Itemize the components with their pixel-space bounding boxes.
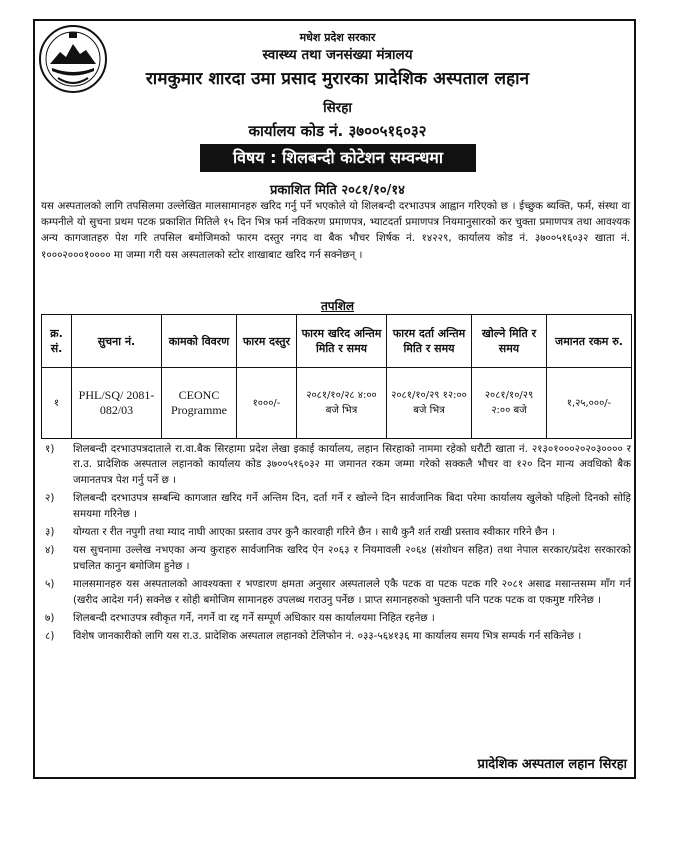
note-number: ३): [45, 526, 55, 539]
note-number: ८): [45, 630, 55, 643]
note-text: योग्यता र रीत नपुगी तथा म्याद नाघी आएका प्रस्ताव उपर कुनै कारवाही गरिने छैन । साथै कुनै शर्त राखी प्रस्ताव स्वीकार गरिने छैन ।: [73, 526, 555, 539]
header-district: सिरहा: [323, 100, 352, 116]
list-item: [41, 543, 631, 574]
table-cell: PHL/SQ/ 2081-082/03: [72, 368, 162, 439]
list-item: [41, 525, 631, 540]
header-cell: कामको विवरण: [162, 315, 237, 368]
table-cell: २०८१/१०/२९ १२:०० बजे भित्र: [387, 368, 472, 439]
note-text: यस सुचनामा उल्लेख नभएका अन्य कुराहरु सार्वजानिक खरिद ऐन २०६३ र नियमावली २०६४ (संशोधन सहित) तथा नेपाल सरकार/प्रदेश सरकारको प्रचलित कानुन बमोजिम हुनेछ ।: [73, 544, 631, 572]
table-row: [42, 368, 632, 439]
header-cell: फारम खरिद अन्तिम मिति र समय: [297, 315, 387, 368]
header-cell: खोल्ने मिति र समय: [472, 315, 547, 368]
table-cell: १: [42, 368, 72, 439]
table-header-row: [42, 315, 632, 368]
note-number: २): [45, 492, 55, 505]
subject-banner: विषय : शिलबन्दी कोटेशन सम्वन्धमा: [200, 144, 476, 172]
header-cell: सुचना नं.: [72, 315, 162, 368]
list-item: [41, 611, 631, 626]
intro-paragraph: यस अस्पतालको लागि तपसिलमा उल्लेखित मालसामानहरु खरिद गर्नु पर्ने भएकोले यो शिलबन्दी दरभाउपत्र आह्वान गरिएको छ । ईच्छुक ब्यक्ति, फर्म, संस्था वा कम्पनीले यो सुचना प्रथम पटक प्रकाशित मितिले १५ दिन भित्र फर्म नविकरण प्रमाणपत्र, भ्याटदर्ता प्रमाणपत्र नियमानुसारको कर चुक्ता प्रमाणपत्र तथा आवश्यक अन्य कागजातहरु पेश गरि तपसिल बमोजिमको फारम दस्तुर नगद वा बैक भौचर शिर्षक नं. १४२२९, कार्यालय कोड नं. ३७००५१६०३२ खाता नं. १०००२०००१०००० मा जम्मा गरी यस अस्पतालको स्टोर शाखाबाट खरिद गर्न सक्नेछन् ।: [41, 200, 630, 261]
header-government: मधेश प्रदेश सरकार: [299, 31, 376, 44]
header-cell: फारम दर्ता अन्तिम मिति र समय: [387, 315, 472, 368]
table-cell: २०८१/१०/२८ ४:०० बजे भित्र: [297, 368, 387, 439]
note-text: शिलबन्दी दरभाउपत्र सम्बन्धि कागजात खरिद गर्ने अन्तिम दिन, दर्ता गर्ने र खोल्ने दिन सार्वजानिक बिदा परेमा कार्यालय खुलेको पहिलो दिनको सोहि समयमा गरिनेछ ।: [73, 492, 631, 520]
note-text: शिलबन्दी दरभाउपत्रदाताले रा.वा.बैक सिरहामा प्रदेश लेखा इकाई कार्यालय, लहान सिरहाको नाममा रहेको धरौटी खाता नं. २१३०१०००२०२०३०००० र रा.उ. प्रादेशिक अस्पताल लहानको कार्यालय कोड ३७००५१६०३२ मा जमानत रकम जम्मा गरेको सक्कलै भौचर वा १२० दिन मान्य अवधिको बैक जमानतपत्र पेश गर्नु पर्ने छ ।: [73, 443, 631, 486]
published-date: प्रकाशित मिति २०८१/१०/१४: [270, 183, 405, 198]
header-ministry: स्वास्थ्य तथा जनसंख्या मंत्रालय: [262, 47, 413, 63]
note-text: विशेष जानकारीको लागि यस रा.उ. प्रादेशिक अस्पताल लहानको टेलिफोन नं. ०३३-५६४१३६ मा कार्यालय समय भित्र सम्पर्क गर्न सकिनेछ ।: [73, 630, 582, 643]
note-number: ४): [45, 544, 55, 557]
note-number: १): [45, 443, 55, 455]
header-cell: फारम दस्तुर: [237, 315, 297, 368]
note-text: मालसमानहरु यस अस्पतालको आवश्यक्ता र भण्डारण क्षमता अनुसार अस्पतालले एकै पटक वा पटक पटक गरि २०८१ असाढ मसान्तसम्म माँग गर्न (खरीद आदेश गर्न) सक्नेछ र सोही बमोजिम सामानहरु उपलब्ध गराउनु पर्नेछ । प्राप्त समानहरुको भुक्तानी पनि पटक पटक वा एकमुष्ट गरिनेछ ।: [73, 578, 631, 606]
tapasil-heading: तपशिल: [320, 299, 355, 313]
note-number: ७): [45, 612, 55, 625]
notes-list: [41, 442, 631, 648]
list-item: [41, 491, 631, 522]
note-text: शिलबन्दी दरभाउपत्र स्वीकृत गर्ने, नगर्ने वा रद्द गर्ने सम्पूर्ण अधिकार यस कार्यालयमा निहित रहनेछ ।: [73, 612, 435, 625]
details-table: [41, 314, 632, 439]
table-cell: CEONC Programme: [162, 368, 237, 439]
signature: प्रादेशिक अस्पताल लहान सिरहा: [477, 757, 627, 772]
list-item: [41, 629, 631, 644]
header-cell: क्र. सं.: [42, 315, 72, 368]
table-cell: १,२५,०००/-: [547, 368, 632, 439]
list-item: [41, 442, 631, 488]
note-number: ५): [45, 578, 55, 591]
list-item: [41, 577, 631, 608]
header-cell: जमानत रकम रु.: [547, 315, 632, 368]
table-cell: २०८१/१०/२९ २:०० बजे: [472, 368, 547, 439]
header-office-code: कार्यालय कोड नं. ३७००५१६०३२: [248, 122, 427, 140]
table-cell: १०००/-: [237, 368, 297, 439]
header-hospital-name: रामकुमार शारदा उमा प्रसाद मुरारका प्रादेशिक अस्पताल लहान: [145, 69, 530, 89]
